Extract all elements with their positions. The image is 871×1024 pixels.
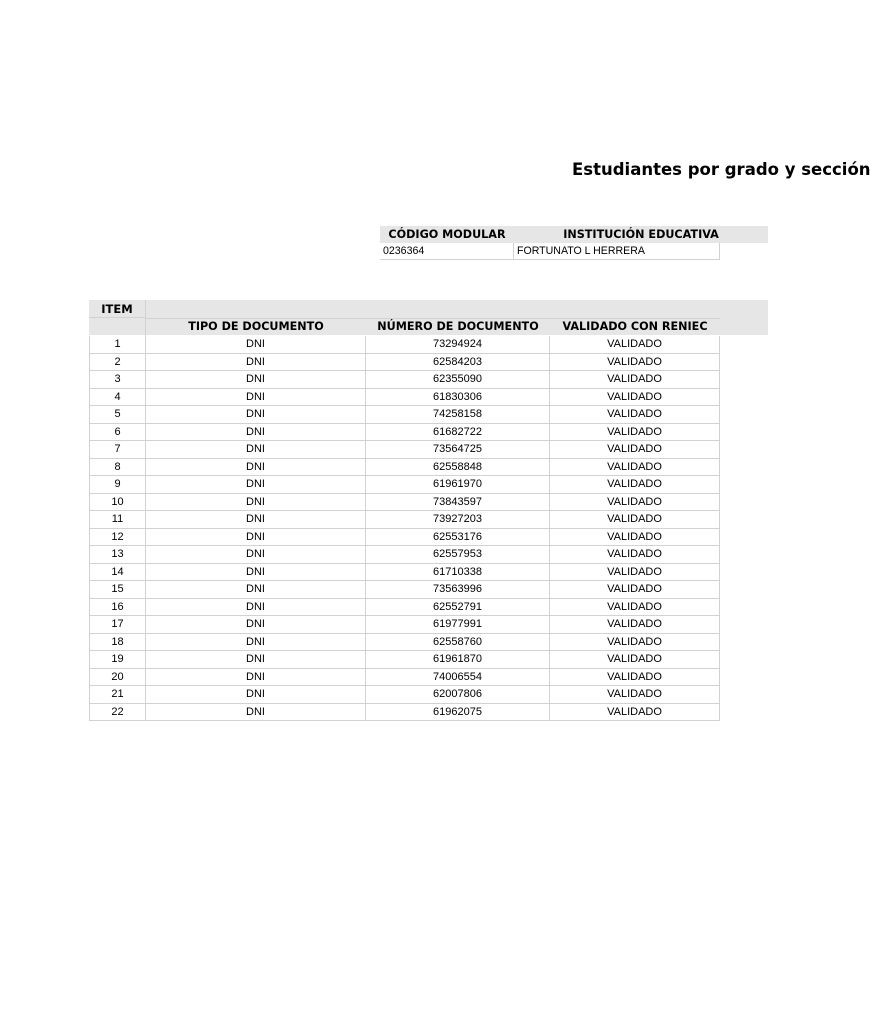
- validado-cell: VALIDADO: [550, 564, 720, 581]
- item-cell: 4: [89, 389, 146, 406]
- table-row: [89, 389, 720, 407]
- numero-documento-cell: 61961970: [366, 476, 550, 493]
- tipo-documento-cell: DNI: [146, 494, 366, 511]
- numero-documento-cell: 73564725: [366, 441, 550, 458]
- validado-cell: VALIDADO: [550, 634, 720, 651]
- tipo-documento-cell: DNI: [146, 354, 366, 371]
- table-row: [89, 634, 720, 652]
- validado-cell: VALIDADO: [550, 616, 720, 633]
- numero-documento-header: NÚMERO DE DOCUMENTO: [377, 320, 539, 333]
- item-header: ITEM: [89, 300, 146, 318]
- tipo-documento-cell: DNI: [146, 599, 366, 616]
- item-cell: 5: [89, 406, 146, 423]
- item-cell: 17: [89, 616, 146, 633]
- validado-cell: VALIDADO: [550, 424, 720, 441]
- item-cell: 13: [89, 546, 146, 563]
- table-row: [89, 616, 720, 634]
- validado-cell: VALIDADO: [550, 494, 720, 511]
- item-cell: 10: [89, 494, 146, 511]
- numero-documento-cell: 61961870: [366, 651, 550, 668]
- item-cell: 12: [89, 529, 146, 546]
- table-row: [89, 354, 720, 372]
- item-cell: 3: [89, 371, 146, 388]
- validado-cell: VALIDADO: [550, 441, 720, 458]
- validado-cell: VALIDADO: [550, 406, 720, 423]
- item-cell: 19: [89, 651, 146, 668]
- institucion-header: INSTITUCIÓN EDUCATIVA: [514, 226, 768, 243]
- tipo-documento-cell: DNI: [146, 371, 366, 388]
- students-table-body: [89, 336, 720, 721]
- item-cell: 22: [89, 704, 146, 721]
- institucion-value: FORTUNATO L HERRERA: [514, 243, 720, 260]
- validado-cell: VALIDADO: [550, 651, 720, 668]
- numero-documento-cell: 73927203: [366, 511, 550, 528]
- table-row: [89, 704, 720, 722]
- validado-cell: VALIDADO: [550, 546, 720, 563]
- numero-documento-cell: 62558848: [366, 459, 550, 476]
- item-cell: 20: [89, 669, 146, 686]
- numero-documento-cell: 73563996: [366, 581, 550, 598]
- tipo-documento-cell: DNI: [146, 704, 366, 721]
- table-row: [89, 686, 720, 704]
- tipo-documento-cell: DNI: [146, 564, 366, 581]
- table-row: [89, 494, 720, 512]
- tipo-documento-cell: DNI: [146, 424, 366, 441]
- numero-documento-cell: 61962075: [366, 704, 550, 721]
- numero-documento-cell: 62553176: [366, 529, 550, 546]
- numero-documento-cell: 61830306: [366, 389, 550, 406]
- tipo-documento-cell: DNI: [146, 634, 366, 651]
- tipo-documento-cell: DNI: [146, 511, 366, 528]
- validado-cell: VALIDADO: [550, 581, 720, 598]
- item-header-spacer: [89, 318, 146, 336]
- numero-documento-cell: 61682722: [366, 424, 550, 441]
- table-row: [89, 511, 720, 529]
- validado-cell: VALIDADO: [550, 686, 720, 703]
- table-row: [89, 546, 720, 564]
- page-title: Estudiantes por grado y sección: [572, 160, 871, 179]
- tipo-documento-cell: DNI: [146, 336, 366, 353]
- table-row: [89, 424, 720, 442]
- numero-documento-cell: 74006554: [366, 669, 550, 686]
- tipo-documento-cell: DNI: [146, 581, 366, 598]
- tipo-documento-cell: DNI: [146, 476, 366, 493]
- tipo-documento-cell: DNI: [146, 406, 366, 423]
- tipo-documento-cell: DNI: [146, 546, 366, 563]
- numero-documento-cell: 62584203: [366, 354, 550, 371]
- numero-documento-cell: 61710338: [366, 564, 550, 581]
- table-row: [89, 371, 720, 389]
- item-cell: 9: [89, 476, 146, 493]
- table-row: [89, 669, 720, 687]
- item-cell: 18: [89, 634, 146, 651]
- item-cell: 1: [89, 336, 146, 353]
- validado-cell: VALIDADO: [550, 336, 720, 353]
- table-row: [89, 651, 720, 669]
- item-cell: 7: [89, 441, 146, 458]
- validado-cell: VALIDADO: [550, 371, 720, 388]
- table-row: [89, 564, 720, 582]
- item-cell: 11: [89, 511, 146, 528]
- school-info-table: [380, 226, 768, 262]
- tipo-documento-cell: DNI: [146, 441, 366, 458]
- item-cell: 8: [89, 459, 146, 476]
- table-row: [89, 459, 720, 477]
- table-row: [89, 581, 720, 599]
- tipo-documento-header: TIPO DE DOCUMENTO: [188, 320, 324, 333]
- validado-cell: VALIDADO: [550, 389, 720, 406]
- item-cell: 15: [89, 581, 146, 598]
- item-cell: 14: [89, 564, 146, 581]
- table-row: [89, 336, 720, 354]
- numero-documento-cell: 61977991: [366, 616, 550, 633]
- item-cell: 16: [89, 599, 146, 616]
- numero-documento-cell: 62558760: [366, 634, 550, 651]
- tipo-documento-cell: DNI: [146, 616, 366, 633]
- table-row: [89, 406, 720, 424]
- numero-documento-cell: 62007806: [366, 686, 550, 703]
- tipo-documento-cell: DNI: [146, 686, 366, 703]
- tipo-documento-cell: DNI: [146, 529, 366, 546]
- validado-cell: VALIDADO: [550, 354, 720, 371]
- validado-cell: VALIDADO: [550, 476, 720, 493]
- validado-cell: VALIDADO: [550, 459, 720, 476]
- item-cell: 21: [89, 686, 146, 703]
- numero-documento-cell: 73294924: [366, 336, 550, 353]
- validado-cell: VALIDADO: [550, 511, 720, 528]
- tipo-documento-cell: DNI: [146, 669, 366, 686]
- validado-cell: VALIDADO: [550, 529, 720, 546]
- numero-documento-cell: 62552791: [366, 599, 550, 616]
- validado-cell: VALIDADO: [550, 704, 720, 721]
- validado-cell: VALIDADO: [550, 669, 720, 686]
- numero-documento-cell: 74258158: [366, 406, 550, 423]
- table-row: [89, 441, 720, 459]
- codigo-modular-value: 0236364: [380, 243, 514, 260]
- item-cell: 6: [89, 424, 146, 441]
- item-cell: 2: [89, 354, 146, 371]
- tipo-documento-cell: DNI: [146, 459, 366, 476]
- validado-reniec-header: VALIDADO CON RENIEC: [562, 320, 708, 333]
- table-row: [89, 599, 720, 617]
- numero-documento-cell: 73843597: [366, 494, 550, 511]
- table-row: [89, 476, 720, 494]
- tipo-documento-cell: DNI: [146, 651, 366, 668]
- codigo-modular-header: CÓDIGO MODULAR: [380, 226, 515, 243]
- table-row: [89, 529, 720, 547]
- validado-cell: VALIDADO: [550, 599, 720, 616]
- numero-documento-cell: 62557953: [366, 546, 550, 563]
- tipo-documento-cell: DNI: [146, 389, 366, 406]
- numero-documento-cell: 62355090: [366, 371, 550, 388]
